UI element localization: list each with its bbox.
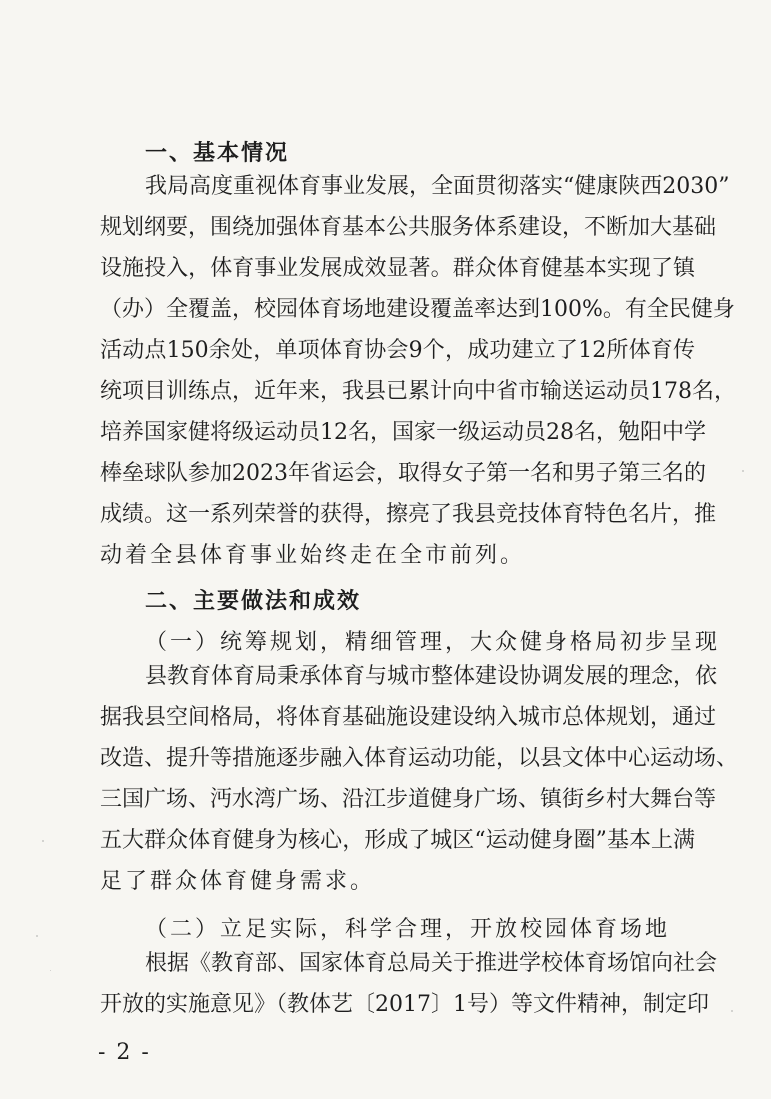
paragraph-line: 我局高度重视体育事业发展，全面贯彻落实“健康陕西2030” bbox=[145, 174, 730, 199]
paragraph-line: 改造、提升等措施逐步融入体育运动功能，以县文体中心运动场、 bbox=[100, 746, 739, 771]
paragraph-line: 活动点150余处，单项体育协会9个，成功建立了12所体育传 bbox=[100, 338, 695, 363]
paragraph-line: 成绩。这一系列荣誉的获得，擦亮了我县竞技体育特色名片，推 bbox=[100, 502, 717, 527]
paragraph-line: 县教育体育局秉承体育与城市整体建设协调发展的理念，依 bbox=[145, 664, 718, 689]
paragraph-line: 动着全县体育事业始终走在全市前列。 bbox=[100, 543, 526, 568]
paragraph-line: 培养国家健将级运动员12名，国家一级运动员28名，勉阳中学 bbox=[100, 420, 706, 445]
section-heading-main-measures: 二、主要做法和成效 bbox=[145, 589, 362, 614]
scan-speck bbox=[731, 1010, 733, 1012]
paragraph-line: 开放的实施意见》（教体艺〔2017〕1号）等文件精神，制定印 bbox=[100, 992, 709, 1017]
sub-heading-planning: （一）统筹规划，精细管理，大众健身格局初步呈现 bbox=[145, 630, 721, 655]
paragraph-line: 设施投入，体育事业发展成效显著。群众体育健基本实现了镇 bbox=[100, 256, 695, 281]
paragraph-line: 统项目训练点，近年来，我县已累计向中省市输送运动员178名， bbox=[100, 379, 736, 404]
section-heading-basic-situation: 一、基本情况 bbox=[145, 141, 290, 166]
paragraph-line: 根据《教育部、国家体育总局关于推进学校体育场馆向社会 bbox=[145, 951, 718, 976]
paragraph-line: 三国广场、沔水湾广场、沿江步道健身广场、镇街乡村大舞台等 bbox=[100, 787, 717, 812]
paragraph-line: 五大群众体育健身为核心，形成了城区“运动健身圈”基本上满 bbox=[100, 828, 695, 853]
paragraph-line: 规划纲要，围绕加强体育基本公共服务体系建设，不断加大基础 bbox=[100, 215, 717, 240]
paragraph-line: （办）全覆盖，校园体育场地建设覆盖率达到100%。有全民健身 bbox=[100, 297, 735, 322]
scan-speck bbox=[42, 840, 44, 842]
scan-speck bbox=[36, 935, 38, 937]
paragraph-line: 棒垒球队参加2023年省运会，取得女子第一名和男子第三名的 bbox=[100, 461, 706, 486]
paragraph-line: 据我县空间格局，将体育基础施设建设纳入城市总体规划，通过 bbox=[100, 705, 717, 730]
sub-heading-school-venues: （二）立足实际，科学合理，开放校园体育场地 bbox=[145, 917, 671, 942]
paragraph-line: 足了群众体育健身需求。 bbox=[100, 869, 376, 894]
page-number: - 2 - bbox=[98, 1040, 151, 1065]
scan-speck bbox=[50, 970, 51, 971]
scan-speck bbox=[742, 470, 744, 472]
